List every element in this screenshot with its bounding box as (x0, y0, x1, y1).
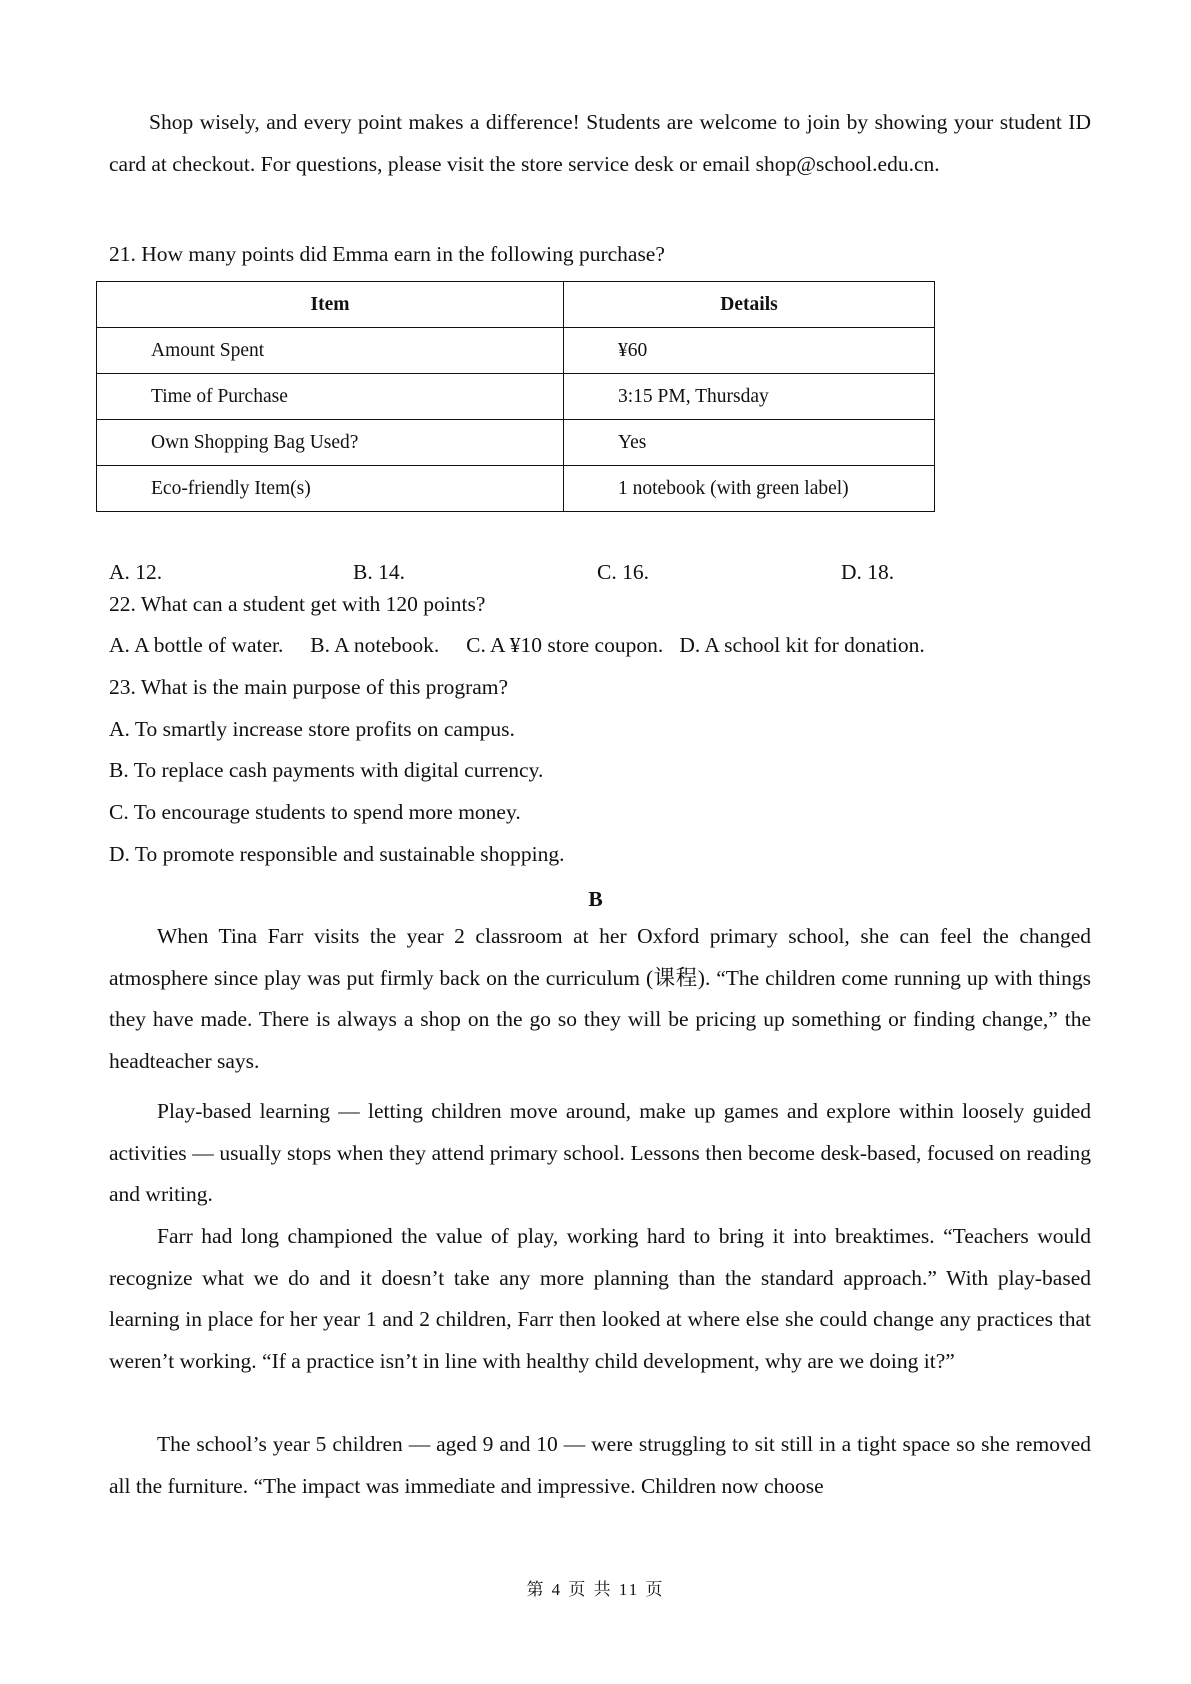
passage-paragraph: The school’s year 5 children — aged 9 and 10 — were struggling to sit still in a tight space so she removed all the furniture. “The impact was immediate and impressive. Children now choose (109, 1432, 1091, 1498)
section-label: B (588, 887, 603, 911)
passage-paragraph: Play-based learning — letting children move around, make up games and explore within loosely guided activities — usually stops when they attend primary school. Lessons then become desk-based, focused on reading and writing. (109, 1099, 1091, 1206)
question-21-options (109, 560, 1091, 590)
table-header-item: Item (97, 282, 564, 328)
option-c: C. 16. (597, 560, 649, 584)
table-row (97, 420, 935, 466)
table-row (97, 466, 935, 512)
purchase-table (96, 281, 935, 512)
table-row (97, 374, 935, 420)
table-header-details: Details (564, 282, 935, 328)
option-b: B. To replace cash payments with digital currency. (109, 758, 544, 782)
page-footer: 第 4 页 共 11 页 (526, 1580, 665, 1599)
passage-paragraph: Farr had long championed the value of play, working hard to bring it into breaktimes. “Teachers would recognize what we do and it doesn’t take any more planning than the standard approach.” With play-based learning in place for her year 1 and 2 children, Farr then looked at where else she could change any practices that weren’t working. “If a practice isn’t in line with healthy child development, why are we doing it?” (109, 1224, 1091, 1373)
option-a: A. To smartly increase store profits on campus. (109, 717, 515, 741)
table-cell: Eco-friendly Item(s) (97, 466, 564, 512)
table-cell: Amount Spent (97, 328, 564, 374)
option-b: B. 14. (353, 560, 405, 584)
question-22: 22. What can a student get with 120 points? (109, 592, 486, 616)
intro-paragraph: Shop wisely, and every point makes a difference! Students are welcome to join by showing your student ID card at checkout. For questions, please visit the store service desk or email shop@school.edu.cn. (109, 110, 1091, 176)
table-cell: Own Shopping Bag Used? (97, 420, 564, 466)
table-cell: 1 notebook (with green label) (564, 466, 935, 512)
table-cell: Time of Purchase (97, 374, 564, 420)
question-23: 23. What is the main purpose of this program? (109, 675, 509, 699)
table-cell: Yes (564, 420, 935, 466)
option-d: D. To promote responsible and sustainable shopping. (109, 842, 565, 866)
option-d: D. 18. (841, 560, 895, 584)
table-cell: 3:15 PM, Thursday (564, 374, 935, 420)
passage-paragraph: When Tina Farr visits the year 2 classroom at her Oxford primary school, she can feel the changed atmosphere since play was put firmly back on the curriculum (课程). “The children come running up with things they have made. There is always a shop on the go so they will be pricing up something or finding change,” the headteacher says. (109, 924, 1091, 1073)
table-header-row (97, 282, 935, 328)
question-22-options: A. A bottle of water. B. A notebook. C. A ¥10 store coupon. D. A school kit for donation. (109, 633, 925, 657)
question-21: 21. How many points did Emma earn in the following purchase? (109, 242, 665, 266)
table-cell: ¥60 (564, 328, 935, 374)
option-c: C. To encourage students to spend more money. (109, 800, 521, 824)
table-row (97, 328, 935, 374)
option-a: A. 12. (109, 560, 163, 584)
